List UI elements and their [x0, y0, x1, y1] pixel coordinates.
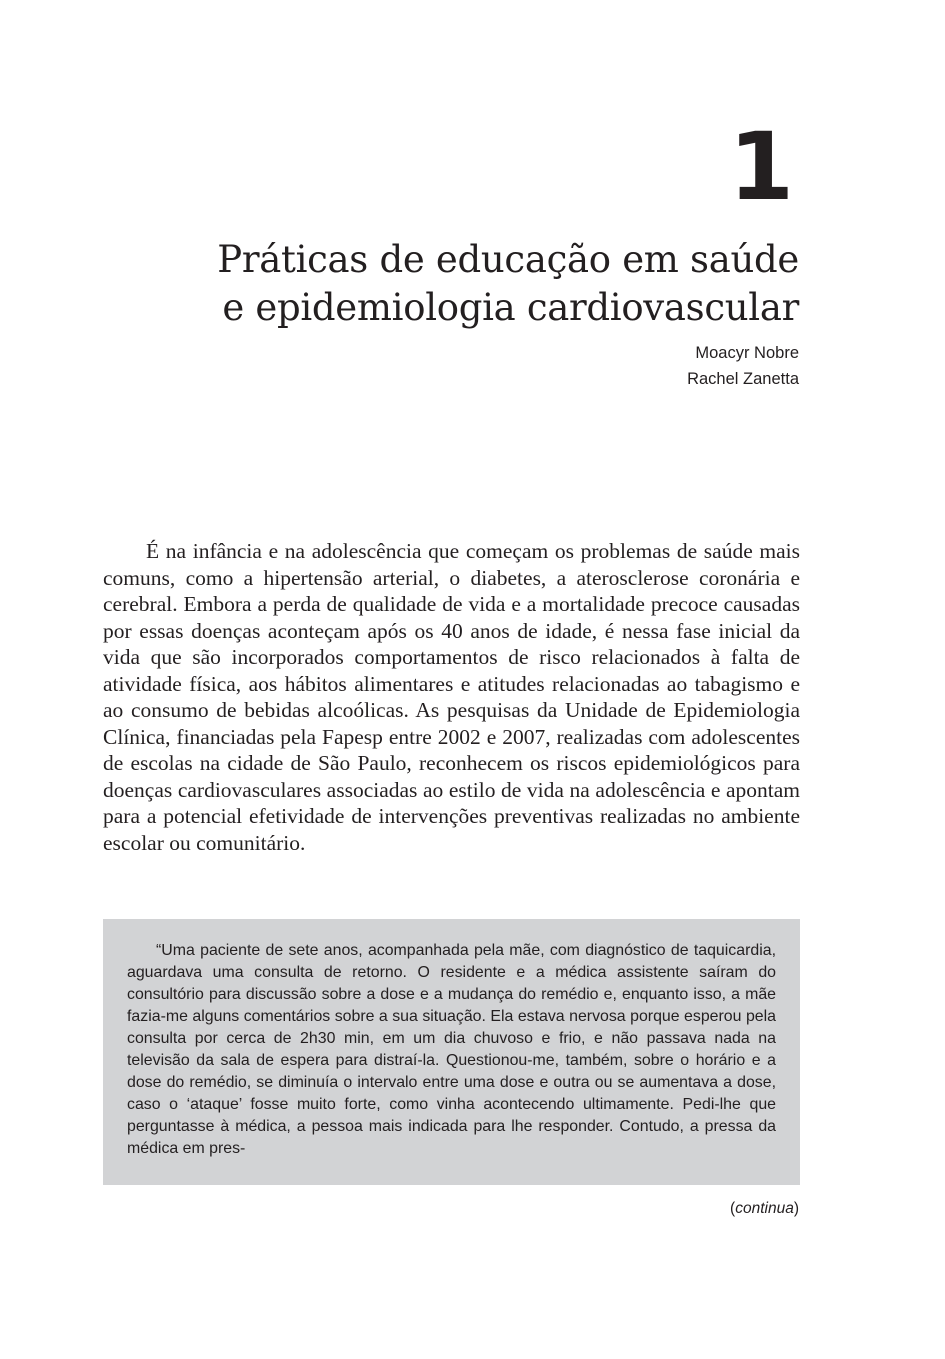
author-name: Moacyr Nobre: [695, 344, 799, 362]
quote-box: [103, 919, 800, 1185]
body-paragraph: É na infância e na adolescência que começam os problemas de saúde mais comuns, como a hipertensão arterial, o diabetes, a aterosclerose coronária e cerebral. Embora a perda de qualidade de vida e a mortalidade precoce causadas por essas doenças aconteçam após os 40 anos de idade, é nessa fase inicial da vida que são incorporados comportamentos de risco relacionados à falta de atividade física, aos hábitos alimentares e atitudes relacionadas ao tabagismo e ao consumo de bebidas alcoólicas. As pesquisas da Unidade de Epidemiologia Clínica, financiadas pela Fapesp entre 2002 e 2007, realizadas com adolescentes de escolas na cidade de São Paulo, reconhecem os riscos epidemiológicos para doenças cardiovasculares associadas ao estilo de vida na adolescência e apontam para a potencial efetividade de intervenções preventivas realizadas no ambiente escolar ou comunitário.: [103, 539, 800, 855]
chapter-number: 1: [728, 113, 795, 222]
continuation-close: ): [793, 1200, 799, 1217]
quote-text: “Uma paciente de sete anos, acompanhada pela mãe, com diagnóstico de taquicardia, aguardava uma consulta de retorno. O residente e a médica assistente saíram do consultório para discussão sobre a dose e a mudança do remédio e, enquanto isso, a mãe fazia-me alguns comentários sobre a sua situação. Ela estava nervosa porque esperou pela consulta por cerca de 2h30 min, em um dia chuvoso e frio, e não passava nada na televisão da sala de espera para distraí-la. Questionou-me, também, sobre o horário e a dose do remédio, se diminuía o intervalo entre uma dose e outra ou se aumentava a dose, caso o ‘ataque’ fosse muito forte, como vinha acontecendo ultimamente. Pedi-lhe que perguntasse à médica, a pessoa mais indicada para lhe responder. Contudo, a pressa da médica em pres-: [127, 942, 776, 1157]
continuation-open: (: [730, 1200, 736, 1217]
author-name: Rachel Zanetta: [687, 370, 799, 388]
chapter-title-line-2: e epidemiologia cardiovascular: [222, 286, 799, 329]
continuation-word: continua: [735, 1200, 794, 1217]
continuation-note: [730, 1199, 799, 1219]
author-list: [687, 340, 799, 392]
chapter-title-line-1: Práticas de educação em saúde: [217, 238, 799, 281]
chapter-title: [159, 236, 799, 332]
